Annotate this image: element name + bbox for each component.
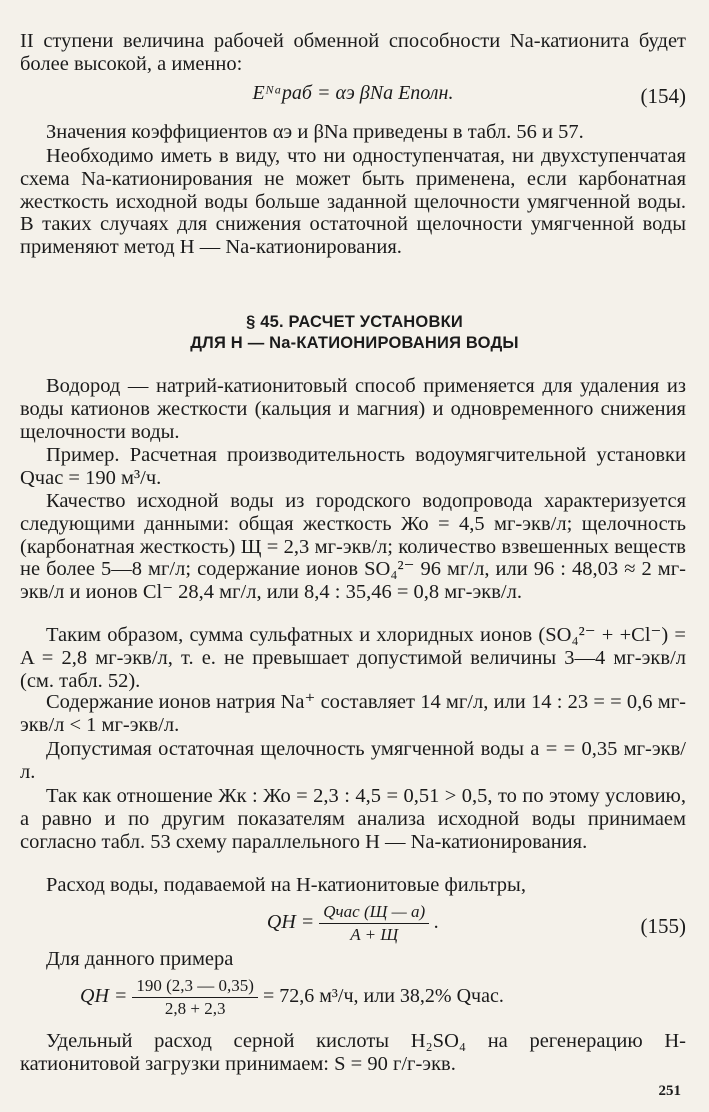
paragraph-method: Водород — натрий-катионитовый способ применяется для удаления из воды катионов жесткости (кальция и магния) и одновременного снижения щелочности воды.: [20, 375, 686, 443]
formula-155-lhs: QH =: [266, 911, 315, 934]
formula-calc-numerator: 190 (2,3 — 0,35): [132, 976, 258, 998]
paragraph-acid: Удельный расход серной кислоты H₂SO₄ на регенерацию H-катионитовой загрузки принимаем: S = 90 г/г-экв.: [20, 1030, 686, 1075]
formula-155: [20, 902, 686, 952]
note-paragraph: Необходимо иметь в виду, что ни одноступенчатая, ни двухступенчатая схема Na-катионирования не может быть применена, если карбонатная жесткость исходной воды больше заданной щелочности умягченной воды. В таких случаях для снижения остаточной щелочности умягченной воды применяют метод H — Na-катионирования.: [20, 145, 686, 259]
section-heading-line2: ДЛЯ H — Na-КАТИОНИРОВАНИЯ ВОДЫ: [190, 334, 519, 352]
paragraph-flow: Расход воды, подаваемой на H-катионитовые фильтры,: [46, 874, 526, 896]
formula-155-number: (155): [640, 914, 686, 938]
formula-154: [20, 80, 686, 114]
coefficients-paragraph: Значения коэффициентов αэ и βNa приведены в табл. 56 и 57.: [46, 121, 584, 143]
paragraph-alkalinity: Допустимая остаточная щелочность умягченной воды a = = 0,35 мг-экв/л.: [20, 738, 686, 783]
paragraph-example: Пример. Расчетная производительность водоумягчительной установки Qчас = 190 м³/ч.: [20, 444, 686, 489]
paragraph-example-calc: Для данного примера: [46, 948, 234, 970]
formula-calc-lhs: QH =: [80, 985, 128, 1008]
paragraph-ratio: Так как отношение Жк : Жо = 2,3 : 4,5 = 0,51 > 0,5, то по этому условию, а равно и по другим показателям анализа исходной воды принимаем согласно табл. 53 схему параллельного H — Na-катионирования.: [20, 785, 686, 853]
paragraph-water-quality: Качество исходной воды из городского водопровода характеризуется следующими данными: общая жесткость Жо = 4,5 мг-экв/л; щелочность (карбонатная жесткость) Щ = 2,3 мг-экв/л; количество взвешенных веществ не более 5—8 мг/л; содержание ионов SO₄²⁻ 96 мг/л, или 96 : 48,03 ≈ 2 мг-экв/л и ионов Cl⁻ 28,4 мг/л, или 8,4 : 35,46 = 0,8 мг-экв/л.: [20, 490, 686, 604]
formula-155-numerator: Qчас (Щ — a): [319, 902, 429, 924]
paragraph-ion-sum: Таким образом, сумма сульфатных и хлоридных ионов (SO₄²⁻ + +Cl⁻) = A = 2,8 мг-экв/л, т. е. не превышает допустимой величины 3—4 мг-экв/л (см. табл. 52).: [20, 624, 686, 692]
paragraph-sodium: Содержание ионов натрия Na⁺ составляет 14 мг/л, или 14 : 23 = = 0,6 мг-экв/л < 1 мг-экв/л.: [20, 691, 686, 736]
formula-calc-denominator: 2,8 + 2,3: [164, 999, 226, 1018]
formula-155-fraction: [319, 902, 429, 945]
section-heading-line1: § 45. РАСЧЕТ УСТАНОВКИ: [246, 313, 463, 331]
formula-calc-rhs: = 72,6 м³/ч, или 38,2% Qчас.: [262, 985, 504, 1008]
page-number: 251: [658, 1083, 681, 1099]
formula-155-denominator: A + Щ: [350, 925, 399, 944]
formula-154-number: (154): [640, 84, 686, 108]
formula-155-tail: .: [434, 911, 440, 934]
intro-paragraph: II ступени величина рабочей обменной способности Na-катионита будет более высокой, а именно:: [20, 30, 686, 75]
formula-calc-fraction: [132, 976, 258, 1019]
formula-154-expression: Eᴺᵃраб = αэ βNa Eполн.: [252, 82, 454, 104]
formula-calculation: [20, 976, 686, 1026]
